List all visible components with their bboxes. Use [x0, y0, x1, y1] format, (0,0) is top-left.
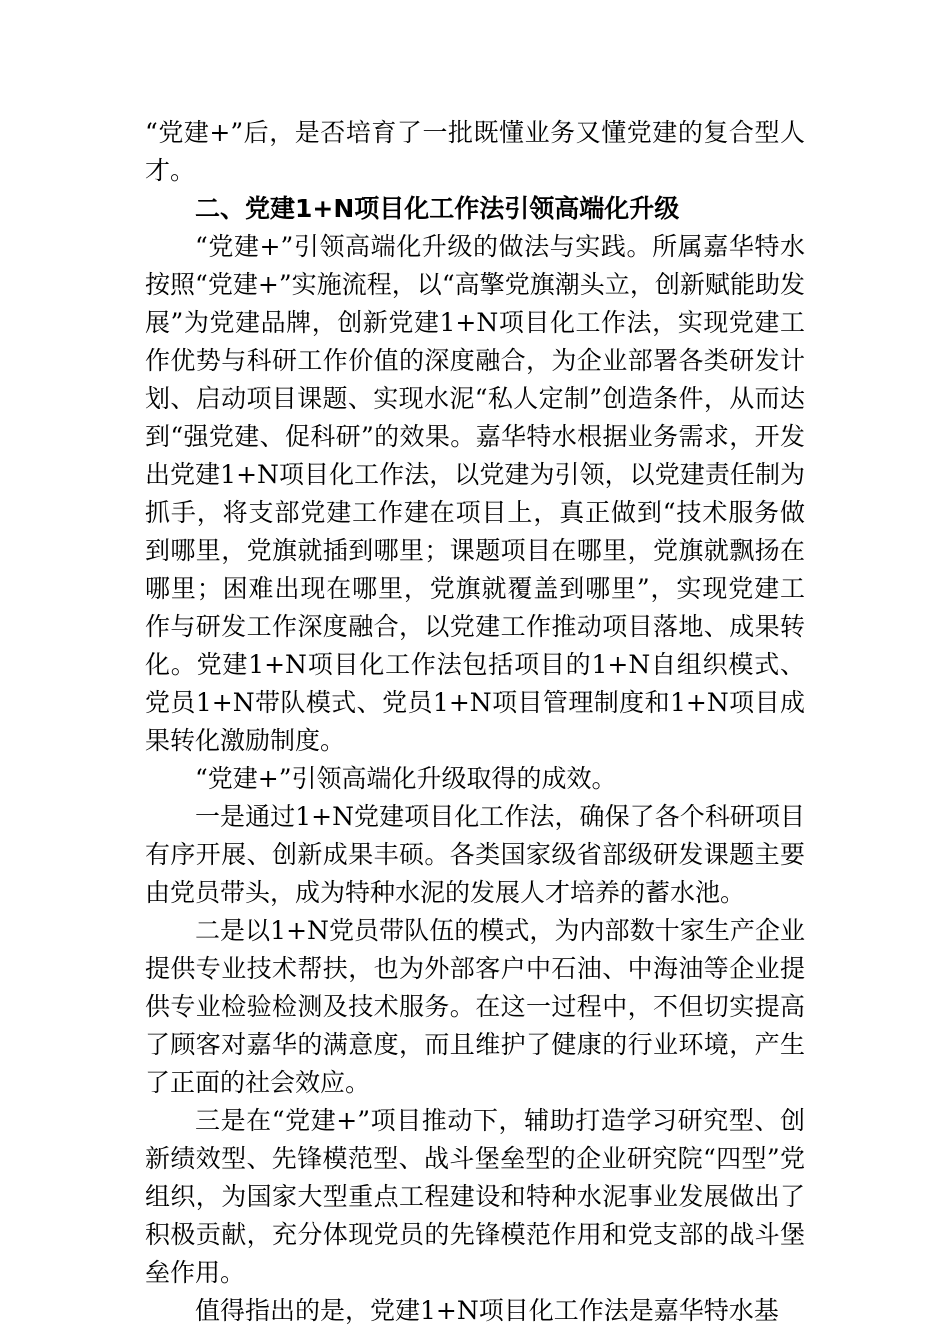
paragraph-results-intro: “党建+”引领高端化升级取得的成效。 — [195, 764, 617, 793]
paragraph-continuation: “党建+”后，是否培育了一批既懂业务又懂党建的复合型人才。 — [145, 118, 805, 185]
paragraph-result-two: 二是以1+N党员带队伍的模式，为内部数十家生产企业提供专业技术帮扶，也为外部客户中石油、中海油等企业提供专业检验检测及技术服务。在这一过程中，不但切实提高了顾客对嘉华的满意度，而且维护了健康的行业环境，产生了正面的社会效应。 — [145, 916, 805, 1097]
paragraph-noteworthy: 值得指出的是，党建1+N项目化工作法是嘉华特水基 — [195, 1296, 779, 1325]
paragraph-result-three: 三是在“党建+”项目推动下，辅助打造学习研究型、创新绩效型、先锋模范型、战斗堡垒型的企业研究院“四型”党组织，为国家大型重点工程建设和特种水泥事业发展做出了积极贡献，充分体现党员的先锋模范作用和党支部的战斗堡垒作用。 — [145, 1106, 805, 1287]
section-heading: 二、党建1+N项目化工作法引领高端化升级 — [195, 194, 680, 223]
paragraph-practice: “党建+”引领高端化升级的做法与实践。所属嘉华特水按照“党建+”实施流程，以“高擎党旗潮头立，创新赋能助发展”为党建品牌，创新党建1+N项目化工作法，实现党建工作优势与科研工作价值的深度融合，为企业部署各类研发计划、启动项目课题、实现水泥“私人定制”创造条件，从而达到“强党建、促科研”的效果。嘉华特水根据业务需求，开发出党建1+N项目化工作法，以党建为引领，以党建责任制为抓手，将支部党建工作建在项目上，真正做到“技术服务做到哪里，党旗就插到哪里；课题项目在哪里，党旗就飘扬在哪里；困难出现在哪里，党旗就覆盖到哪里”，实现党建工作与研发工作深度融合，以党建工作推动项目落地、成果转化。党建1+N项目化工作法包括项目的1+N自组织模式、党员1+N带队模式、党员1+N项目管理制度和1+N项目成果转化激励制度。 — [145, 232, 805, 755]
document-page — [145, 114, 805, 1330]
paragraph-result-one: 一是通过1+N党建项目化工作法，确保了各个科研项目有序开展、创新成果丰硕。各类国家级省部级研发课题主要由党员带头，成为特种水泥的发展人才培养的蓄水池。 — [145, 802, 805, 907]
